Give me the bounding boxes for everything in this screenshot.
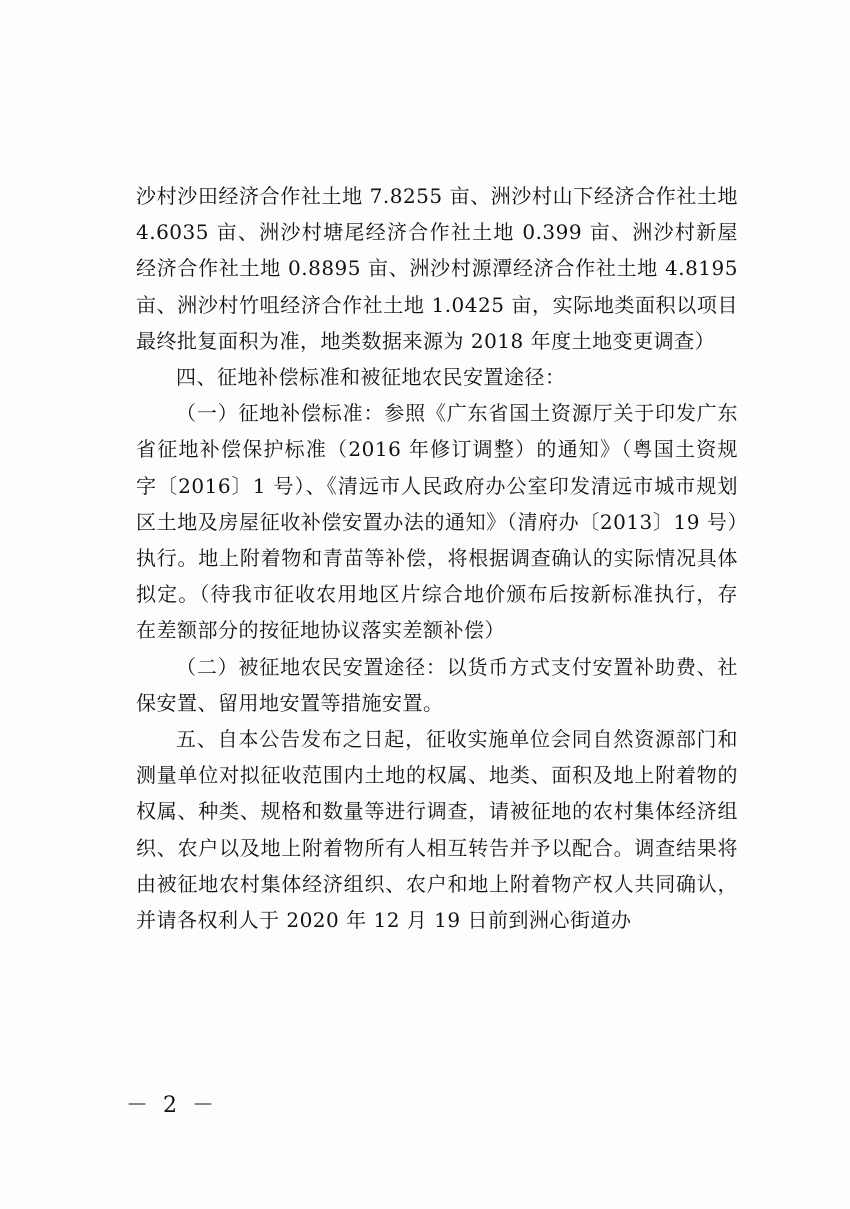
section-4-1-compensation-standard: （一）征地补偿标准：参照《广东省国土资源厅关于印发广东省征地补偿保护标准（2016 年修订调整）的通知》（粤国土资规字〔2016〕1 号）、《清远市人民政府办公室印发清远市城市规划区土地及房屋征收补偿安置办法的通知》（清府办〔2013〕19 号）执行。地上附着物和青苗等补偿，将根据调查确认的实际情况具体拟定。（待我市征收农用地区片综合地价颁布后按新标准执行，存在差额部分的按征地协议落实差额补偿） [136, 401, 738, 643]
section-4-heading: 四、征地补偿标准和被征地农民安置途径： [176, 365, 566, 390]
section-5-survey: 五、自本公告发布之日起，征收实施单位会同自然资源部门和测量单位对拟征收范围内土地的权属、地类、面积及地上附着物的权属、种类、规格和数量等进行调查，请被征地的农村集体经济组织、农户以及地上附着物所有人相互转告并予以配合。调查结果将由被征地农村集体经济组织、农户和地上附着物产权人共同确认，并请各权利人于 2020 年 12 月 19 日前到洲心街道办 [136, 727, 738, 933]
section-4-2-resettlement: （二）被征地农民安置途径：以货币方式支付安置补助费、社保安置、留用地安置等措施安置。 [136, 654, 738, 715]
page-number: － 2 － [126, 1093, 218, 1118]
paragraph-land-details: 沙村沙田经济合作社土地 7.8255 亩、洲沙村山下经济合作社土地 4.6035 亩、洲沙村塘尾经济合作社土地 0.399 亩、洲沙村新屋经济合作社土地 0.8895 亩、洲沙村源潭经济合作社土地 4.8195 亩、洲沙村竹咀经济合作社土地 1.0425 亩，实际地类面积以项目最终批复面积为准，地类数据来源为 2018 年度土地变更调查） [136, 184, 738, 353]
body-text [136, 178, 738, 938]
